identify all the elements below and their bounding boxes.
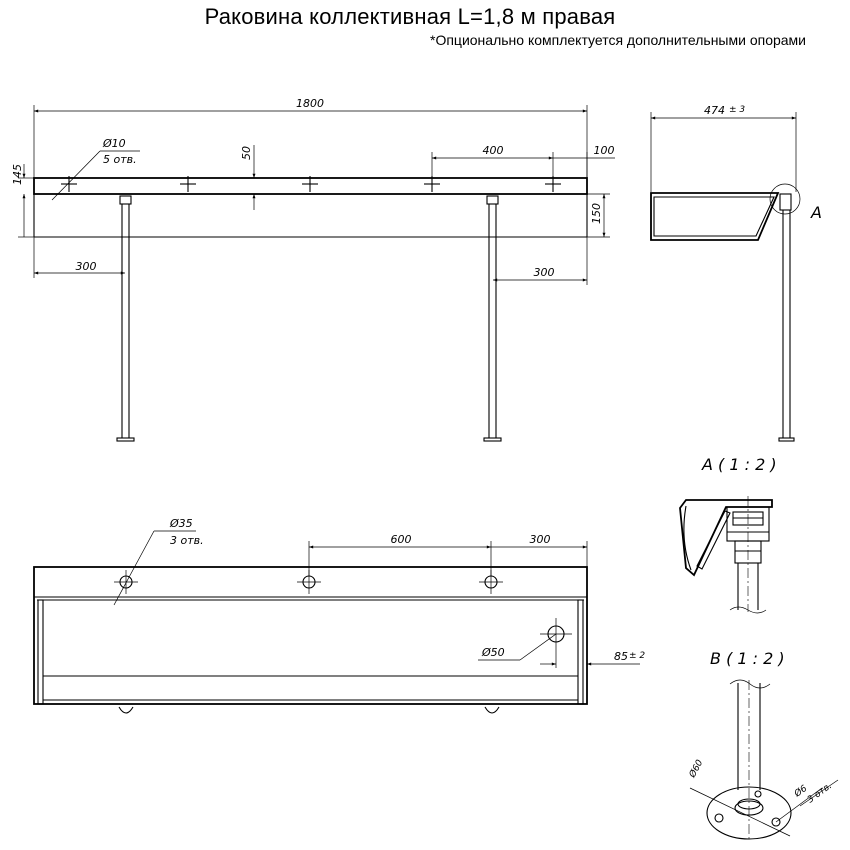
- dim-left-leg: 300: [75, 260, 97, 273]
- top-drain-label: Ø50: [482, 646, 505, 659]
- detail-b-title: B ( 1 : 2 ): [710, 649, 785, 668]
- top-hole-1: [114, 570, 138, 594]
- dim-hole-offset: 50: [240, 146, 253, 160]
- side-dim-width: 474: [704, 104, 725, 117]
- top-view: [34, 517, 645, 713]
- detail-b-hole-count: 3 отв.: [805, 781, 835, 806]
- detail-a-title: A ( 1 : 2 ): [702, 455, 777, 474]
- side-bracket: [780, 194, 791, 210]
- drawing-title: Раковина коллективная L=1,8 м правая: [204, 4, 616, 29]
- front-hole-count: 5 отв.: [103, 153, 137, 166]
- detail-b-diam-label: Ø60: [687, 758, 706, 780]
- front-hole-label: Ø10: [103, 137, 126, 150]
- top-hole-label: Ø35: [170, 517, 193, 530]
- top-hole-count: 3 отв.: [170, 534, 204, 547]
- detail-b-hole-label: Ø6: [792, 783, 810, 800]
- side-dim-width-tol: ± 3: [729, 105, 746, 115]
- top-leg-foot-left: [119, 707, 133, 713]
- dim-length: 1800: [296, 97, 324, 110]
- detail-a: [680, 455, 777, 613]
- drawing-note: *Опционально комплектуется дополнительными опорами: [430, 32, 806, 48]
- detail-b: [686, 649, 838, 842]
- side-basin: [651, 193, 778, 240]
- top-leg-foot-right: [485, 707, 499, 713]
- front-view: [11, 97, 615, 441]
- detail-b-hole-1: [715, 814, 723, 822]
- front-leg-right: [484, 196, 501, 441]
- dim-hole-spacing: 400: [482, 144, 504, 157]
- dim-left-height: 145: [11, 164, 24, 185]
- top-dim-spacing: 600: [390, 533, 412, 546]
- top-dim-drain-offset: 85: [614, 650, 628, 663]
- dim-depth: 150: [590, 203, 603, 224]
- side-detail-callout: A: [811, 203, 822, 222]
- side-view: [651, 104, 822, 441]
- dim-right-leg: 300: [533, 266, 555, 279]
- front-leg-left: [117, 196, 134, 441]
- top-dim-drain-tol: ± 2: [629, 651, 646, 661]
- dim-right-offset: 100: [593, 144, 615, 157]
- top-dim-right-offset: 300: [529, 533, 551, 546]
- detail-b-hole-3: [755, 791, 761, 797]
